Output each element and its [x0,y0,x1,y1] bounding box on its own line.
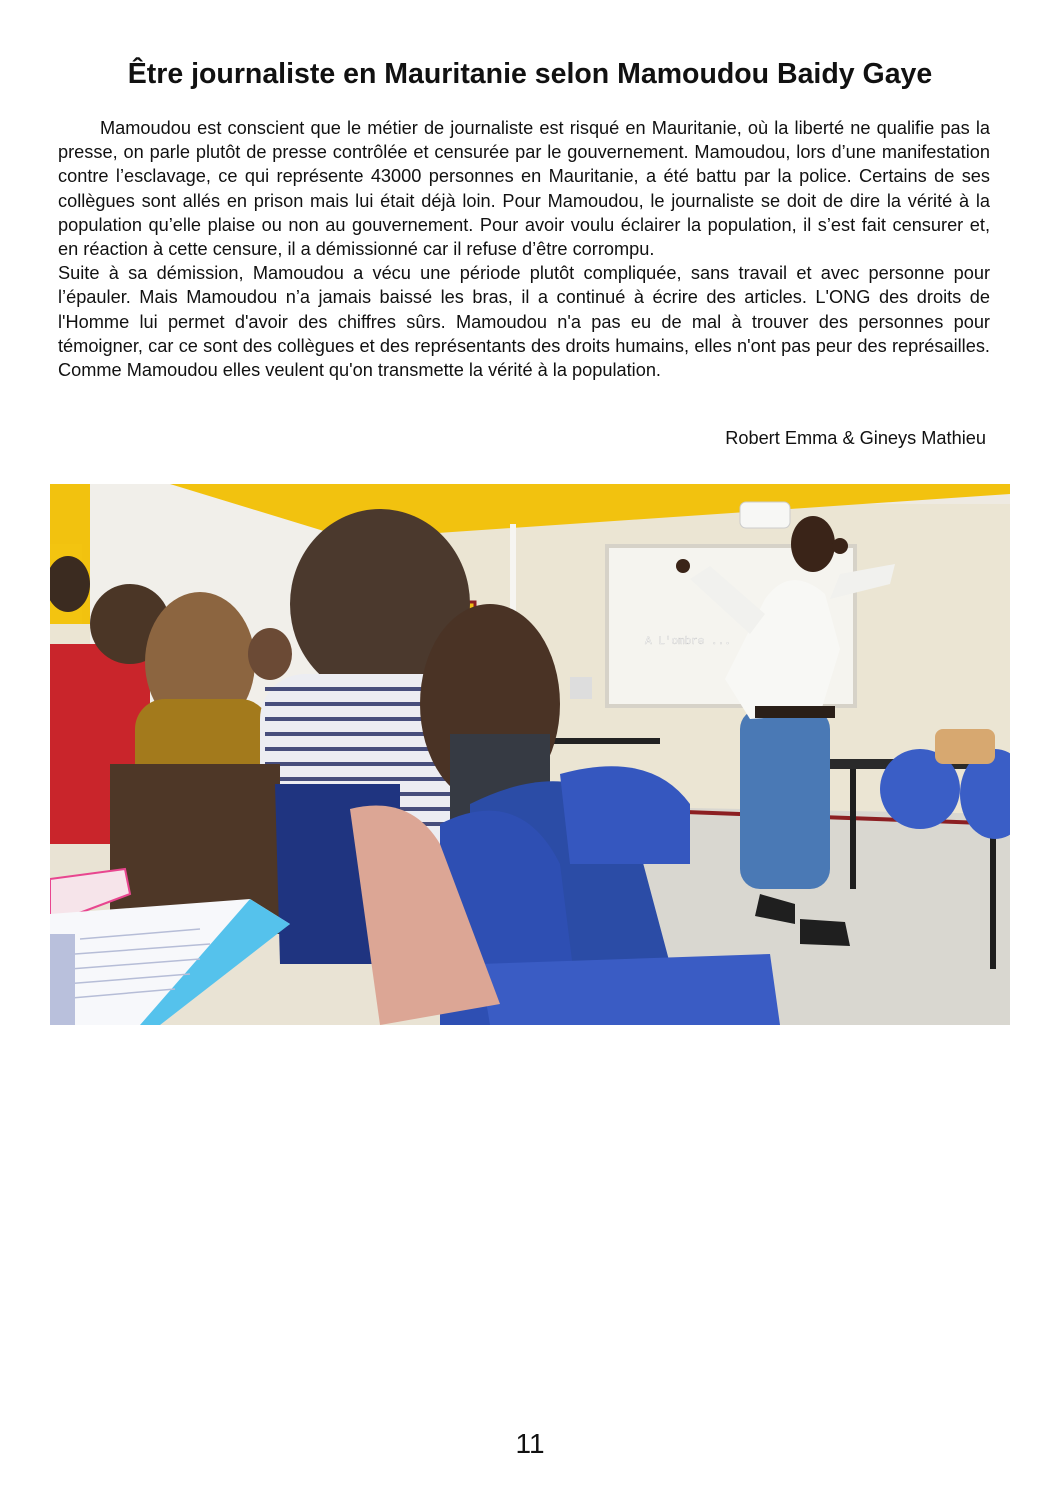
belt [755,706,835,718]
article-paragraph: Mamoudou est conscient que le métier de journaliste est risqué en Mauritanie, où la liberté ne qualifie pas la presse, on parle plutôt de presse contrôlée et censurée par le gouvernement. Mamoudou, lors d’une manifestation contre l’esclavage, ce qui représente 43000 personnes en Mauritanie, a été battu par la police. Certains de ses collègues sont allés en prison mais lui était déjà loin. Pour Mamoudou, le journaliste se doit de dire la vérité à la population qu’elle plaise ou non au gouvernement. Pour avoir voulu éclairer la population, il s’est fait censurer et, en réaction à cette censure, il a démissionné car il refuse d’être corrompu. [58,118,990,260]
speaker-head [791,516,835,572]
article-paragraph: Suite à sa démission, Mamoudou a vécu une période plutôt compliquée, sans travail et avec personne pour l’épauler. Mais Mamoudou n’a jamais baissé les bras, il a continué à écrire des articles. L'ONG des droits de l'Homme lui permet d'avoir des chiffres sûrs. Mamoudou n'a pas eu de mal à trouver des personnes pour témoigner, car ce sont des collègues et des représentants des droits humains, elles n'ont pas peur des représailles. Comme Mamoudou elles veulent qu'on transmette la vérité à la population. [58,263,990,381]
wall-box [570,677,592,699]
chair-seat [480,954,780,1025]
article-title: Être journaliste en Mauritanie selon Mamoudou Baidy Gaye [127,58,933,90]
projected-text: A L'ombre ... [645,636,731,648]
article-body [58,116,990,382]
projector [740,502,790,528]
speaker-jeans [740,709,830,889]
wooden-chair [935,729,995,764]
photo-illustration [50,484,1010,1025]
byline: Robert Emma & Gineys Mathieu [725,428,986,448]
classroom-photo [50,484,1010,1025]
page-number: 11 [515,1428,545,1459]
